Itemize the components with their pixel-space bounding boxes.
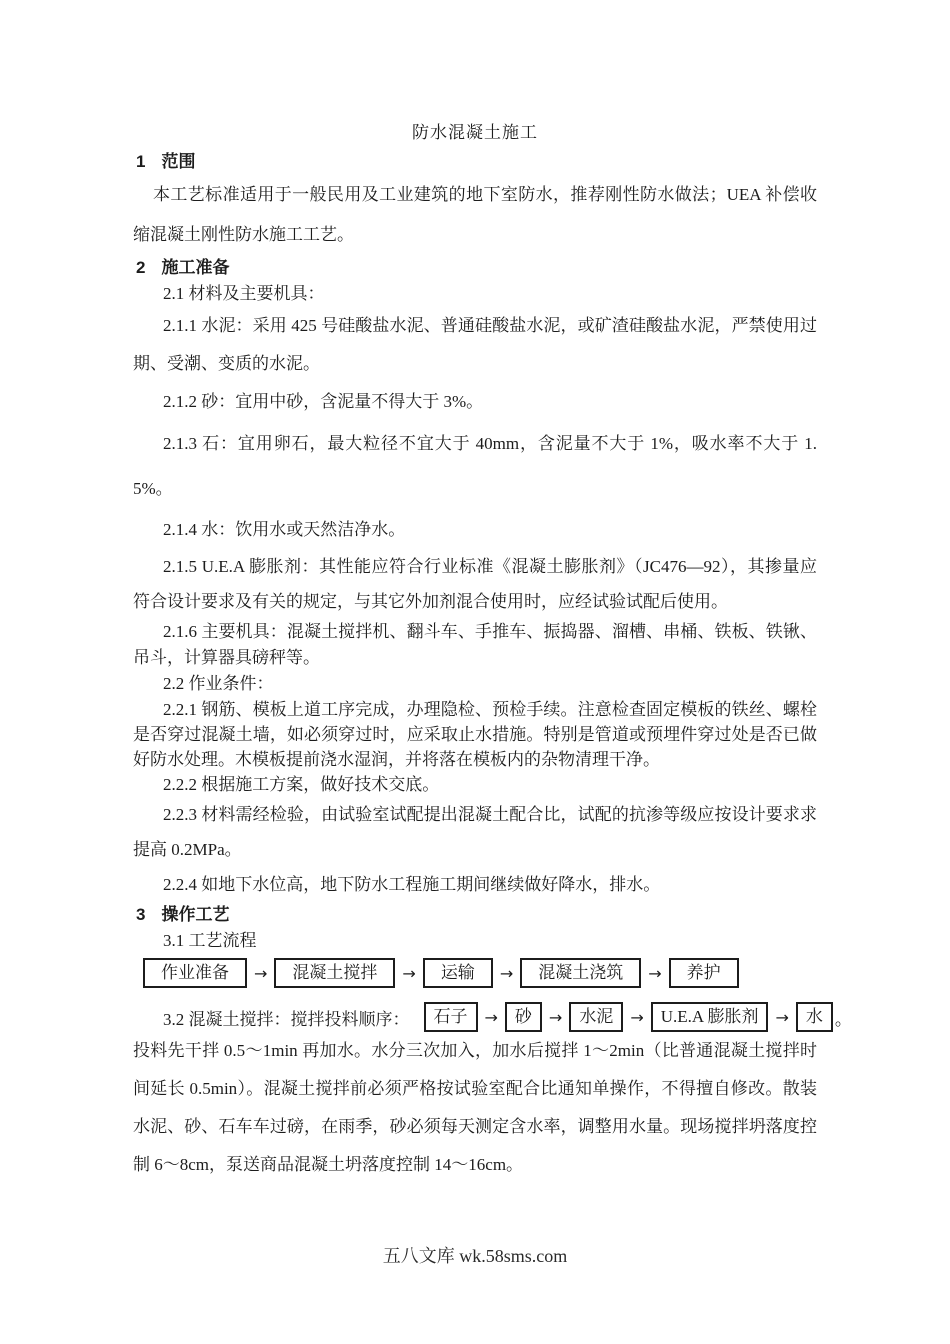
mixing-order-row [133, 1002, 852, 1032]
flow-step-box-transport: 运输 [423, 958, 493, 988]
para-2-2-1: 2.2.1 钢筋、模板上道工序完成，办理隐检、预检手续。注意检查固定模板的铁丝、螺栓是否穿过混凝土墙，如必须穿过时，应采取止水措施。特别是管道或预埋件穿过处是否已做好防水处理。木模板提前浇水湿润，并将落在模板内的杂物清理干净。 [133, 700, 817, 769]
page-title: 防水混凝土施工 [412, 123, 538, 142]
flow-step-box-preparation: 作业准备 [143, 958, 247, 988]
section-1-heading [133, 149, 817, 175]
section-1-title: 范围 [161, 152, 196, 171]
sentence-period: 。 [834, 1009, 852, 1029]
section-1-number: 1 [136, 152, 146, 171]
flow-step-box-water: 水 [796, 1002, 833, 1032]
process-flowchart [143, 958, 817, 988]
flow-step-box-sand: 砂 [505, 1002, 542, 1032]
flow-step-box-stone: 石子 [424, 1002, 478, 1032]
para-2-2-2: 2.2.2 根据施工方案，做好技术交底。 [163, 775, 440, 794]
para-2-1-6: 2.1.6 主要机具：混凝土搅拌机、翻斗车、手推车、振捣器、溜槽、串桶、铁板、铁锹、吊斗，计算器具磅秤等。 [133, 622, 817, 667]
flow-step-box-pouring: 混凝土浇筑 [520, 958, 641, 988]
para-3-2-label: 3.2 混凝土搅拌：搅拌投料顺序： [163, 1009, 410, 1029]
arrow-right-icon: → [630, 1007, 644, 1027]
arrow-right-icon: → [484, 1007, 498, 1027]
para-2-1-5: 2.1.5 U.E.A 膨胀剂：其性能应符合行业标准《混凝土膨胀剂》（JC476—92），其掺量应符合设计要求及有关的规定，与其它外加剂混合使用时，应经试验试配后使用。 [133, 557, 817, 611]
section-2-number: 2 [136, 258, 146, 277]
para-2-1-3: 2.1.3 石：宜用卵石，最大粒径不宜大于 40mm，含泥量不大于 1%，吸水率不大于 1.5%。 [133, 434, 817, 498]
para-3-1: 3.1 工艺流程 [163, 931, 257, 950]
para-3-2-body: 投料先干拌 0.5～1min 再加水。水分三次加入，加水后搅拌 1～2min（比普通混凝土搅拌时间延长 0.5min）。混凝土搅拌前必须严格按试验室配合比通知单操作，不得擅自修改。散装水泥、砂、石车车过磅，在雨季，砂必须每天测定含水率，调整用水量。现场搅拌坍落度控制 6～8cm，泵送商品混凝土坍落度控制 14～16cm。 [133, 1041, 817, 1174]
footer-watermark: 五八文库 wk.58sms.com [382, 1246, 568, 1266]
flow-step-box-cement: 水泥 [569, 1002, 623, 1032]
para-2-1-4: 2.1.4 水：饮用水或天然洁净水。 [163, 520, 406, 539]
section-3-heading [133, 902, 817, 928]
section-2-title: 施工准备 [161, 258, 230, 277]
para-2-1-1: 2.1.1 水泥：采用 425 号硅酸盐水泥、普通硅酸盐水泥，或矿渣硅酸盐水泥，严禁使用过期、受潮、变质的水泥。 [133, 316, 817, 373]
arrow-right-icon: → [548, 1007, 563, 1027]
para-2-2-4: 2.2.4 如地下水位高，地下防水工程施工期间继续做好降水，排水。 [163, 875, 661, 894]
arrow-right-icon: → [402, 963, 416, 983]
para-2-1-2: 2.1.2 砂：宜用中砂，含泥量不得大于 3%。 [163, 392, 484, 411]
arrow-right-icon: → [499, 963, 514, 983]
section-3-title: 操作工艺 [161, 905, 230, 924]
section-3-number: 3 [136, 905, 146, 924]
arrow-right-icon: → [648, 963, 662, 983]
flow-step-box-mixing: 混凝土搅拌 [274, 958, 395, 988]
flow-step-box-curing: 养护 [669, 958, 739, 988]
para-scope-body: 本工艺标准适用于一般民用及工业建筑的地下室防水，推荐刚性防水做法；UEA 补偿收缩混凝土刚性防水施工工艺。 [133, 185, 817, 244]
arrow-right-icon: → [254, 963, 268, 983]
arrow-right-icon: → [775, 1007, 789, 1027]
section-2-heading [133, 255, 817, 281]
para-2-2: 2.2 作业条件： [163, 674, 274, 693]
flow-step-box-uea-admixture: U.E.A 膨胀剂 [651, 1002, 769, 1032]
para-2-1: 2.1 材料及主要机具： [163, 284, 325, 303]
para-2-2-3: 2.2.3 材料需经检验，由试验室试配提出混凝土配合比，试配的抗渗等级应按设计要求求提高 0.2MPa。 [133, 805, 817, 859]
